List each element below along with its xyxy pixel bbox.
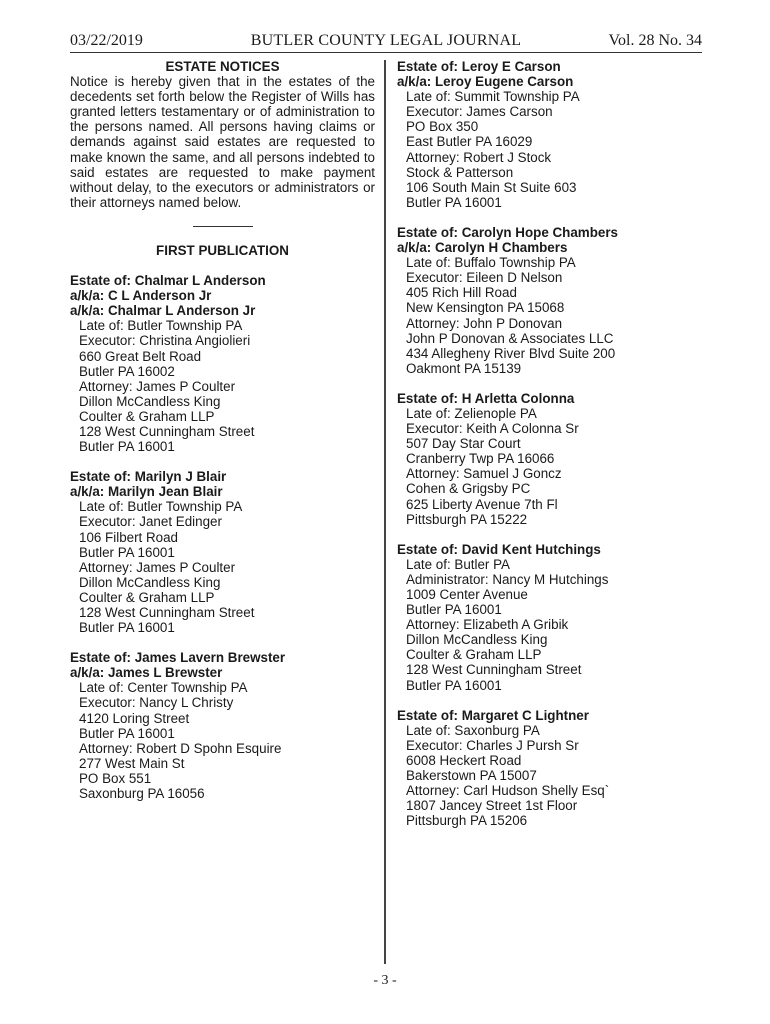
- header-rule: [70, 52, 702, 53]
- estate-detail-line: Administrator: Nancy M Hutchings: [406, 571, 609, 587]
- estate-detail-line: Late of: Butler PA: [406, 556, 510, 572]
- estate-detail-line: 1009 Center Avenue: [406, 587, 528, 602]
- column-divider: [384, 60, 386, 964]
- estate-alias: a/k/a: Carolyn H Chambers: [397, 240, 568, 256]
- estate-detail-line: 405 Rich Hill Road: [406, 285, 517, 301]
- estate-name: Estate of: David Kent Hutchings: [397, 541, 601, 557]
- estate-detail-line: Attorney: Robert J Stock: [406, 149, 552, 165]
- estate-detail-line: Attorney: James P Coulter: [79, 559, 236, 575]
- page-header: [70, 31, 702, 53]
- estate-detail-line: Executor: Keith A Colonna Sr: [406, 421, 579, 437]
- estate-detail-line: Cohen & Grigsby PC: [406, 481, 531, 497]
- estate-alias: a/k/a: Marilyn Jean Blair: [70, 484, 223, 500]
- estate-detail-line: Attorney: John P Donovan: [406, 315, 563, 331]
- publication-title: FIRST PUBLICATION: [156, 242, 289, 258]
- estate-name: Estate of: Carolyn Hope Chambers: [397, 224, 618, 240]
- estate-detail-line: New Kensington PA 15068: [406, 300, 565, 316]
- estate-detail-line: 434 Allegheny River Blvd Suite 200: [406, 345, 616, 361]
- estate-detail-line: Late of: Buffalo Township PA: [406, 255, 576, 271]
- estate-entry: [397, 391, 702, 527]
- estate-alias: a/k/a: Leroy Eugene Carson: [397, 74, 574, 90]
- estate-detail-line: 128 West Cunningham Street: [406, 662, 582, 678]
- estate-detail-line: Late of: Butler Township PA: [79, 499, 243, 515]
- estate-detail-line: 106 Filbert Road: [79, 529, 178, 545]
- estate-name: Estate of: Margaret C Lightner: [397, 707, 589, 723]
- estate-entry: [397, 542, 702, 693]
- estate-entry: [70, 469, 375, 635]
- estate-detail-line: Attorney: Carl Hudson Shelly Esq`: [406, 783, 610, 799]
- estate-detail-line: 277 West Main St: [79, 755, 185, 771]
- estate-detail-line: Executor: Nancy L Christy: [79, 695, 234, 711]
- estate-detail-line: Late of: Saxonburg PA: [406, 722, 540, 738]
- estate-detail-line: John P Donovan & Associates LLC: [406, 330, 614, 346]
- estate-name: Estate of: Leroy E Carson: [397, 59, 561, 74]
- estate-detail-line: Late of: Zelienople PA: [406, 405, 537, 421]
- estate-detail-line: 4120 Loring Street: [79, 710, 190, 726]
- journal-title: BUTLER COUNTY LEGAL JOURNAL: [250, 32, 522, 49]
- estate-name: Estate of: H Arletta Colonna: [397, 390, 575, 406]
- estate-detail-line: 6008 Heckert Road: [406, 752, 522, 768]
- estate-detail-line: Butler PA 16001: [79, 620, 175, 636]
- estate-detail-line: Butler PA 16001: [406, 677, 502, 693]
- estate-detail-line: Executor: James Carson: [406, 104, 553, 120]
- estate-detail-line: Pittsburgh PA 15206: [406, 813, 528, 829]
- estate-detail-line: 660 Great Belt Road: [79, 348, 202, 364]
- estate-detail-line: Coulter & Graham LLP: [79, 589, 215, 605]
- estate-detail-line: 106 South Main St Suite 603: [406, 179, 577, 195]
- right-column: [397, 59, 702, 843]
- estate-detail-line: Attorney: Samuel J Goncz: [406, 466, 562, 482]
- section-title: ESTATE NOTICES: [165, 59, 280, 74]
- left-column: [70, 59, 375, 816]
- estate-detail-line: Late of: Butler Township PA: [79, 318, 243, 334]
- page-number: - 3 -: [373, 973, 397, 988]
- estate-detail-line: Dillon McCandless King: [406, 632, 548, 648]
- estate-detail-line: Late of: Center Township PA: [79, 680, 248, 696]
- estate-alias: a/k/a: Chalmar L Anderson Jr: [70, 303, 256, 319]
- estate-detail-line: Attorney: James P Coulter: [79, 378, 236, 394]
- estate-detail-line: Late of: Summit Township PA: [406, 89, 580, 105]
- estate-detail-line: Bakerstown PA 15007: [406, 768, 537, 784]
- estate-detail-line: 128 West Cunningham Street: [79, 423, 255, 439]
- estate-detail-line: PO Box 350: [406, 119, 479, 135]
- estate-detail-line: Executor: Janet Edinger: [79, 514, 222, 530]
- estate-detail-line: Pittsburgh PA 15222: [406, 511, 528, 527]
- estate-detail-line: Executor: Charles J Pursh Sr: [406, 737, 579, 753]
- estate-detail-line: Coulter & Graham LLP: [79, 408, 215, 424]
- issue-date: 03/22/2019: [70, 32, 143, 49]
- estate-detail-line: Oakmont PA 15139: [406, 360, 522, 376]
- estate-entry: [70, 650, 375, 801]
- separator-line: [70, 218, 375, 233]
- estate-detail-line: Executor: Christina Angiolieri: [79, 333, 251, 349]
- estate-detail-line: Butler PA 16002: [79, 363, 175, 379]
- estate-detail-line: Butler PA 16001: [79, 544, 175, 560]
- estate-detail-line: Attorney: Elizabeth A Gribik: [406, 617, 569, 633]
- notice-paragraph: Notice is hereby given that in the estates of the decedents set forth below the Register of Wills has granted letters testamentary or of administration to the persons named. All persons having claims or demands against said estates are requested to make known the same, and all persons indebted to said estates are requested to make payment without delay, to the executors or administrators or their attorneys named below.: [70, 74, 375, 210]
- estate-detail-line: 1807 Jancey Street 1st Floor: [406, 798, 578, 814]
- estate-detail-line: Butler PA 16001: [79, 439, 175, 455]
- estate-detail-line: Executor: Eileen D Nelson: [406, 270, 563, 286]
- estate-detail-line: Butler PA 16001: [406, 194, 502, 210]
- estate-detail-line: 625 Liberty Avenue 7th Fl: [406, 496, 558, 512]
- estate-detail-line: 507 Day Star Court: [406, 436, 521, 452]
- estate-entry: [397, 708, 702, 829]
- estate-alias: a/k/a: James L Brewster: [70, 665, 223, 681]
- estate-name: Estate of: Marilyn J Blair: [70, 469, 227, 485]
- estate-detail-line: Butler PA 16001: [79, 725, 175, 741]
- estate-detail-line: East Butler PA 16029: [406, 134, 533, 150]
- estate-detail-line: Butler PA 16001: [406, 602, 502, 618]
- estate-entry: [397, 59, 702, 210]
- estate-detail-line: 128 West Cunningham Street: [79, 605, 255, 620]
- volume-number: Vol. 28 No. 34: [608, 32, 702, 49]
- estate-detail-line: Dillon McCandless King: [79, 574, 221, 590]
- estate-detail-line: Dillon McCandless King: [79, 393, 221, 409]
- estate-detail-line: Attorney: Robert D Spohn Esquire: [79, 740, 282, 756]
- estate-detail-line: PO Box 551: [79, 770, 152, 786]
- estate-entry: [70, 273, 375, 454]
- estate-name: Estate of: James Lavern Brewster: [70, 650, 286, 666]
- right-estate-list: [397, 59, 702, 828]
- estate-detail-line: Coulter & Graham LLP: [406, 647, 542, 663]
- estate-entry: [397, 225, 702, 376]
- estate-name: Estate of: Chalmar L Anderson: [70, 273, 266, 289]
- estate-detail-line: Saxonburg PA 16056: [79, 786, 205, 802]
- estate-detail-line: Stock & Patterson: [406, 164, 514, 180]
- estate-detail-line: Cranberry Twp PA 16066: [406, 451, 555, 467]
- estate-alias: a/k/a: C L Anderson Jr: [70, 288, 212, 304]
- left-estate-list: [70, 273, 375, 801]
